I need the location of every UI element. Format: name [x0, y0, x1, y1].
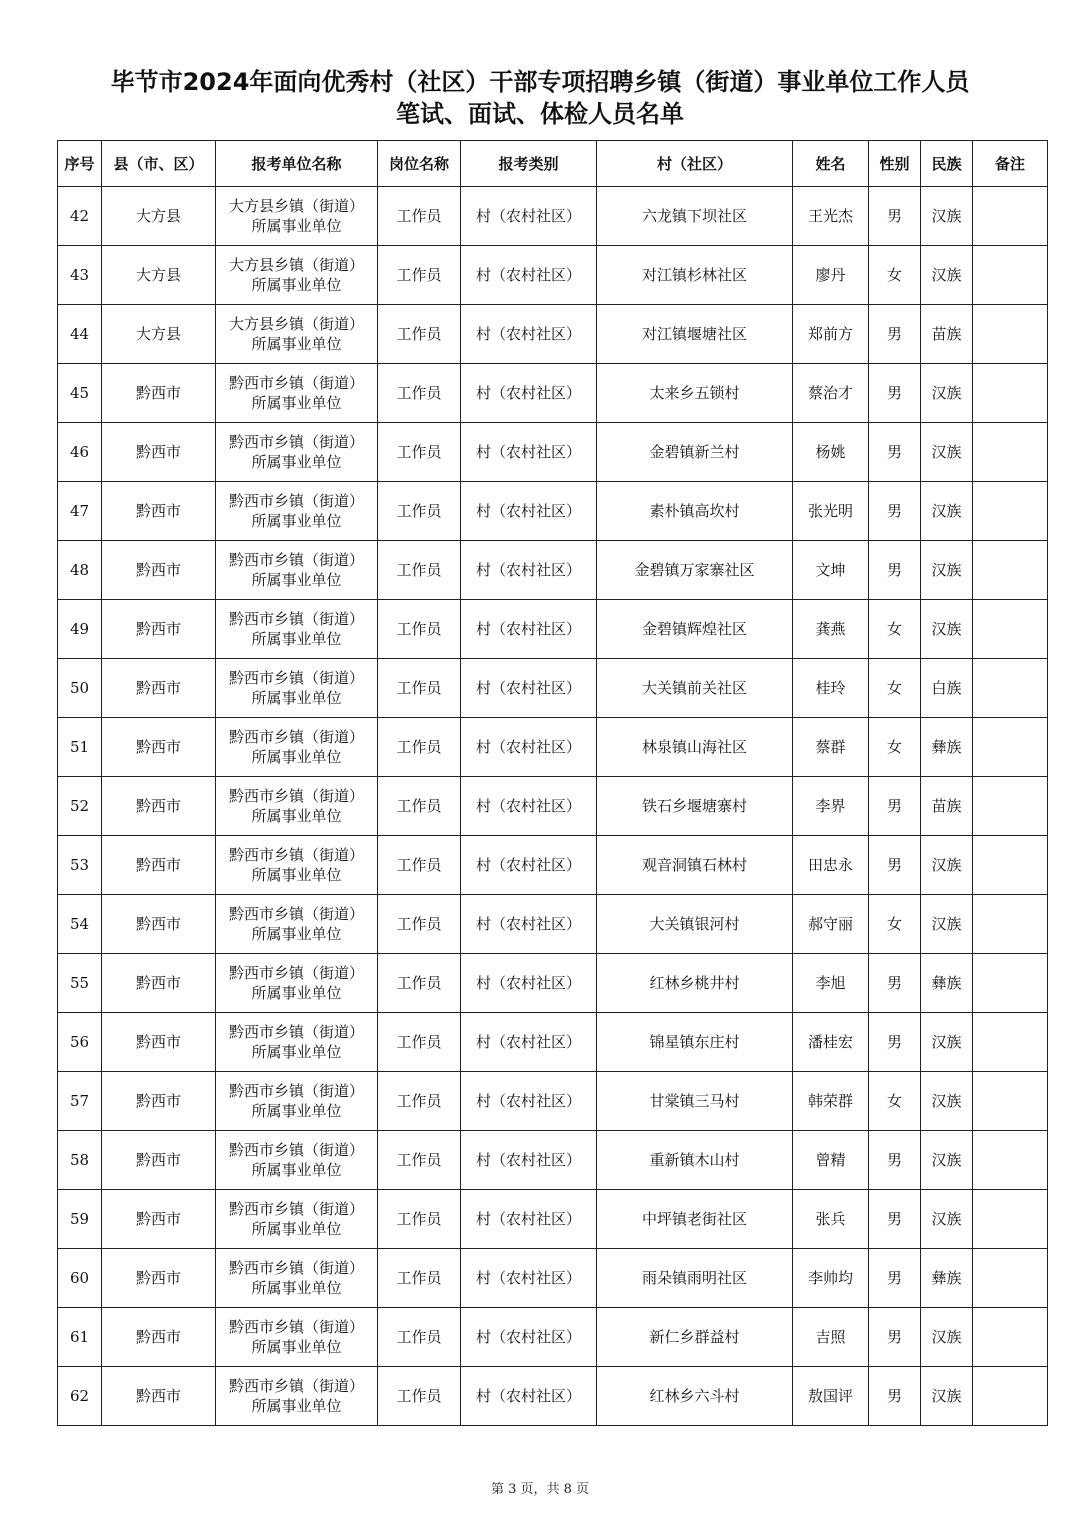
header-county: 县（市、区）	[102, 141, 216, 187]
cell-gender: 男	[869, 423, 921, 482]
cell-ethnicity: 汉族	[921, 1131, 973, 1190]
cell-ethnicity: 苗族	[921, 777, 973, 836]
cell-ethnicity: 汉族	[921, 1072, 973, 1131]
cell-no: 62	[58, 1367, 102, 1426]
unit-line-2: 所属事业单位	[251, 335, 342, 353]
unit-line-1: 大方县乡镇（街道）	[228, 315, 364, 333]
cell-village: 观音洞镇石林村	[597, 836, 793, 895]
cell-no: 50	[58, 659, 102, 718]
unit-line-1: 黔西市乡镇（街道）	[228, 1023, 364, 1041]
cell-name: 郑前方	[793, 305, 869, 364]
header-name: 姓名	[793, 141, 869, 187]
cell-post: 工作员	[378, 1013, 461, 1072]
cell-post: 工作员	[378, 895, 461, 954]
table-row	[58, 1308, 1048, 1367]
cell-ethnicity: 汉族	[921, 246, 973, 305]
cell-category: 村（农村社区）	[461, 364, 597, 423]
cell-county: 黔西市	[102, 1013, 216, 1072]
cell-name: 韩荣群	[793, 1072, 869, 1131]
cell-unit	[216, 187, 378, 246]
unit-line-1: 黔西市乡镇（街道）	[228, 1082, 364, 1100]
cell-no: 54	[58, 895, 102, 954]
cell-county: 黔西市	[102, 836, 216, 895]
cell-note	[973, 246, 1048, 305]
cell-no: 47	[58, 482, 102, 541]
cell-gender: 男	[869, 954, 921, 1013]
cell-village: 红林乡桃井村	[597, 954, 793, 1013]
cell-post: 工作员	[378, 600, 461, 659]
cell-category: 村（农村社区）	[461, 246, 597, 305]
cell-gender: 男	[869, 1190, 921, 1249]
cell-note	[973, 1072, 1048, 1131]
cell-county: 黔西市	[102, 600, 216, 659]
cell-category: 村（农村社区）	[461, 1308, 597, 1367]
cell-county: 黔西市	[102, 364, 216, 423]
cell-unit	[216, 895, 378, 954]
unit-line-1: 黔西市乡镇（街道）	[228, 1318, 364, 1336]
cell-village: 雨朵镇雨明社区	[597, 1249, 793, 1308]
cell-gender: 男	[869, 187, 921, 246]
cell-note	[973, 305, 1048, 364]
cell-gender: 男	[869, 482, 921, 541]
cell-name: 王光杰	[793, 187, 869, 246]
cell-unit	[216, 600, 378, 659]
unit-line-1: 黔西市乡镇（街道）	[228, 905, 364, 923]
unit-line-1: 黔西市乡镇（街道）	[228, 433, 364, 451]
unit-line-1: 黔西市乡镇（街道）	[228, 787, 364, 805]
cell-village: 红林乡六斗村	[597, 1367, 793, 1426]
cell-post: 工作员	[378, 541, 461, 600]
cell-note	[973, 659, 1048, 718]
cell-ethnicity: 汉族	[921, 895, 973, 954]
cell-name: 廖丹	[793, 246, 869, 305]
unit-line-2: 所属事业单位	[251, 276, 342, 294]
unit-line-2: 所属事业单位	[251, 689, 342, 707]
cell-category: 村（农村社区）	[461, 1013, 597, 1072]
cell-post: 工作员	[378, 718, 461, 777]
cell-gender: 女	[869, 600, 921, 659]
cell-no: 61	[58, 1308, 102, 1367]
cell-unit	[216, 1072, 378, 1131]
cell-county: 黔西市	[102, 895, 216, 954]
cell-county: 黔西市	[102, 1308, 216, 1367]
cell-note	[973, 836, 1048, 895]
header-category: 报考类别	[461, 141, 597, 187]
cell-county: 大方县	[102, 305, 216, 364]
cell-category: 村（农村社区）	[461, 954, 597, 1013]
unit-line-2: 所属事业单位	[251, 925, 342, 943]
unit-line-1: 大方县乡镇（街道）	[228, 256, 364, 274]
unit-line-2: 所属事业单位	[251, 1338, 342, 1356]
cell-village: 新仁乡群益村	[597, 1308, 793, 1367]
unit-line-2: 所属事业单位	[251, 1102, 342, 1120]
table-row	[58, 895, 1048, 954]
cell-gender: 女	[869, 1072, 921, 1131]
cell-village: 对江镇堰塘社区	[597, 305, 793, 364]
cell-category: 村（农村社区）	[461, 600, 597, 659]
cell-village: 中坪镇老街社区	[597, 1190, 793, 1249]
title-line-2: 笔试、面试、体检人员名单	[396, 100, 684, 128]
table-header-row	[58, 141, 1048, 187]
table-row	[58, 305, 1048, 364]
cell-category: 村（农村社区）	[461, 718, 597, 777]
cell-category: 村（农村社区）	[461, 895, 597, 954]
cell-unit	[216, 1367, 378, 1426]
cell-ethnicity: 汉族	[921, 187, 973, 246]
cell-village: 锦星镇东庄村	[597, 1013, 793, 1072]
cell-name: 郝守丽	[793, 895, 869, 954]
cell-note	[973, 1249, 1048, 1308]
cell-gender: 女	[869, 246, 921, 305]
cell-unit	[216, 482, 378, 541]
cell-name: 蔡治才	[793, 364, 869, 423]
cell-unit	[216, 305, 378, 364]
unit-line-2: 所属事业单位	[251, 1279, 342, 1297]
cell-ethnicity: 汉族	[921, 1013, 973, 1072]
unit-line-2: 所属事业单位	[251, 571, 342, 589]
cell-village: 重新镇木山村	[597, 1131, 793, 1190]
cell-ethnicity: 汉族	[921, 1367, 973, 1426]
cell-village: 对江镇杉林社区	[597, 246, 793, 305]
unit-line-1: 黔西市乡镇（街道）	[228, 1141, 364, 1159]
cell-village: 金碧镇万家寨社区	[597, 541, 793, 600]
cell-county: 黔西市	[102, 1249, 216, 1308]
cell-name: 田忠永	[793, 836, 869, 895]
unit-line-2: 所属事业单位	[251, 807, 342, 825]
cell-ethnicity: 汉族	[921, 423, 973, 482]
cell-post: 工作员	[378, 777, 461, 836]
unit-line-1: 黔西市乡镇（街道）	[228, 1200, 364, 1218]
cell-unit	[216, 246, 378, 305]
table-row	[58, 1131, 1048, 1190]
cell-gender: 女	[869, 718, 921, 777]
cell-no: 44	[58, 305, 102, 364]
cell-county: 大方县	[102, 246, 216, 305]
cell-post: 工作员	[378, 836, 461, 895]
cell-ethnicity: 汉族	[921, 1308, 973, 1367]
cell-post: 工作员	[378, 305, 461, 364]
cell-name: 潘桂宏	[793, 1013, 869, 1072]
cell-county: 黔西市	[102, 1131, 216, 1190]
unit-line-1: 黔西市乡镇（街道）	[228, 551, 364, 569]
cell-no: 42	[58, 187, 102, 246]
unit-line-1: 黔西市乡镇（街道）	[228, 374, 364, 392]
cell-village: 金碧镇辉煌社区	[597, 600, 793, 659]
header-village: 村（社区）	[597, 141, 793, 187]
cell-ethnicity: 汉族	[921, 364, 973, 423]
cell-unit	[216, 836, 378, 895]
table-row	[58, 1190, 1048, 1249]
cell-gender: 男	[869, 305, 921, 364]
cell-county: 黔西市	[102, 541, 216, 600]
cell-county: 黔西市	[102, 659, 216, 718]
cell-post: 工作员	[378, 1367, 461, 1426]
cell-post: 工作员	[378, 246, 461, 305]
cell-ethnicity: 苗族	[921, 305, 973, 364]
cell-village: 林泉镇山海社区	[597, 718, 793, 777]
cell-village: 大关镇前关社区	[597, 659, 793, 718]
cell-post: 工作员	[378, 423, 461, 482]
cell-name: 桂玲	[793, 659, 869, 718]
table-row	[58, 364, 1048, 423]
cell-category: 村（农村社区）	[461, 1190, 597, 1249]
cell-gender: 男	[869, 836, 921, 895]
unit-line-2: 所属事业单位	[251, 630, 342, 648]
cell-gender: 男	[869, 1308, 921, 1367]
cell-name: 文坤	[793, 541, 869, 600]
table-row	[58, 482, 1048, 541]
table-row	[58, 777, 1048, 836]
cell-no: 43	[58, 246, 102, 305]
cell-village: 金碧镇新兰村	[597, 423, 793, 482]
unit-line-1: 黔西市乡镇（街道）	[228, 1377, 364, 1395]
cell-note	[973, 187, 1048, 246]
cell-ethnicity: 汉族	[921, 836, 973, 895]
cell-county: 大方县	[102, 187, 216, 246]
cell-note	[973, 541, 1048, 600]
cell-ethnicity: 汉族	[921, 1190, 973, 1249]
cell-no: 56	[58, 1013, 102, 1072]
cell-name: 曾精	[793, 1131, 869, 1190]
cell-post: 工作员	[378, 1131, 461, 1190]
cell-unit	[216, 954, 378, 1013]
cell-name: 杨姚	[793, 423, 869, 482]
header-no: 序号	[58, 141, 102, 187]
cell-post: 工作员	[378, 364, 461, 423]
page-number: 第 3 页，共 8 页	[490, 1482, 590, 1497]
cell-note	[973, 1131, 1048, 1190]
cell-unit	[216, 659, 378, 718]
table-row	[58, 954, 1048, 1013]
cell-post: 工作员	[378, 659, 461, 718]
cell-post: 工作员	[378, 187, 461, 246]
unit-line-1: 大方县乡镇（街道）	[228, 197, 364, 215]
table-row	[58, 1249, 1048, 1308]
table-row	[58, 659, 1048, 718]
cell-gender: 男	[869, 364, 921, 423]
cell-name: 李界	[793, 777, 869, 836]
table-row	[58, 1072, 1048, 1131]
cell-note	[973, 1367, 1048, 1426]
title-line-1: 毕节市2024年面向优秀村（社区）干部专项招聘乡镇（街道）事业单位工作人员	[110, 68, 970, 96]
table-body	[58, 187, 1048, 1426]
cell-post: 工作员	[378, 1249, 461, 1308]
cell-category: 村（农村社区）	[461, 305, 597, 364]
cell-unit	[216, 1249, 378, 1308]
table-row	[58, 1013, 1048, 1072]
cell-note	[973, 1190, 1048, 1249]
cell-no: 59	[58, 1190, 102, 1249]
cell-note	[973, 954, 1048, 1013]
cell-note	[973, 718, 1048, 777]
cell-ethnicity: 汉族	[921, 600, 973, 659]
cell-name: 吉照	[793, 1308, 869, 1367]
cell-gender: 男	[869, 1131, 921, 1190]
header-unit: 报考单位名称	[216, 141, 378, 187]
unit-line-2: 所属事业单位	[251, 394, 342, 412]
cell-gender: 男	[869, 1013, 921, 1072]
unit-line-2: 所属事业单位	[251, 1397, 342, 1415]
cell-ethnicity: 彝族	[921, 718, 973, 777]
cell-post: 工作员	[378, 1190, 461, 1249]
cell-category: 村（农村社区）	[461, 187, 597, 246]
cell-county: 黔西市	[102, 423, 216, 482]
table-row	[58, 541, 1048, 600]
cell-name: 龚燕	[793, 600, 869, 659]
cell-county: 黔西市	[102, 482, 216, 541]
cell-post: 工作员	[378, 1308, 461, 1367]
cell-gender: 男	[869, 777, 921, 836]
cell-name: 李帅均	[793, 1249, 869, 1308]
cell-unit	[216, 1308, 378, 1367]
cell-county: 黔西市	[102, 954, 216, 1013]
unit-line-1: 黔西市乡镇（街道）	[228, 492, 364, 510]
cell-category: 村（农村社区）	[461, 836, 597, 895]
cell-gender: 男	[869, 1249, 921, 1308]
header-gender: 性别	[869, 141, 921, 187]
cell-no: 60	[58, 1249, 102, 1308]
cell-no: 52	[58, 777, 102, 836]
cell-name: 张光明	[793, 482, 869, 541]
cell-county: 黔西市	[102, 1190, 216, 1249]
cell-category: 村（农村社区）	[461, 659, 597, 718]
unit-line-2: 所属事业单位	[251, 1161, 342, 1179]
unit-line-2: 所属事业单位	[251, 1220, 342, 1238]
cell-village: 太来乡五锁村	[597, 364, 793, 423]
cell-gender: 女	[869, 895, 921, 954]
cell-unit	[216, 777, 378, 836]
cell-category: 村（农村社区）	[461, 1131, 597, 1190]
unit-line-2: 所属事业单位	[251, 984, 342, 1002]
document-title	[0, 66, 1080, 130]
unit-line-1: 黔西市乡镇（街道）	[228, 1259, 364, 1277]
cell-no: 57	[58, 1072, 102, 1131]
cell-no: 55	[58, 954, 102, 1013]
cell-name: 敖国评	[793, 1367, 869, 1426]
table-row	[58, 836, 1048, 895]
cell-ethnicity: 彝族	[921, 954, 973, 1013]
cell-no: 49	[58, 600, 102, 659]
cell-gender: 女	[869, 659, 921, 718]
cell-ethnicity: 汉族	[921, 541, 973, 600]
cell-category: 村（农村社区）	[461, 1249, 597, 1308]
table-row	[58, 1367, 1048, 1426]
cell-note	[973, 600, 1048, 659]
cell-note	[973, 1013, 1048, 1072]
cell-category: 村（农村社区）	[461, 1072, 597, 1131]
cell-unit	[216, 718, 378, 777]
table-row	[58, 600, 1048, 659]
cell-note	[973, 777, 1048, 836]
cell-unit	[216, 364, 378, 423]
unit-line-2: 所属事业单位	[251, 453, 342, 471]
unit-line-1: 黔西市乡镇（街道）	[228, 610, 364, 628]
cell-county: 黔西市	[102, 777, 216, 836]
cell-category: 村（农村社区）	[461, 1367, 597, 1426]
cell-post: 工作员	[378, 482, 461, 541]
cell-unit	[216, 1190, 378, 1249]
cell-name: 张兵	[793, 1190, 869, 1249]
unit-line-1: 黔西市乡镇（街道）	[228, 728, 364, 746]
unit-line-2: 所属事业单位	[251, 217, 342, 235]
cell-unit	[216, 541, 378, 600]
unit-line-1: 黔西市乡镇（街道）	[228, 846, 364, 864]
cell-ethnicity: 白族	[921, 659, 973, 718]
cell-county: 黔西市	[102, 1072, 216, 1131]
cell-no: 46	[58, 423, 102, 482]
cell-village: 素朴镇高坎村	[597, 482, 793, 541]
cell-no: 53	[58, 836, 102, 895]
header-note: 备注	[973, 141, 1048, 187]
unit-line-2: 所属事业单位	[251, 866, 342, 884]
unit-line-2: 所属事业单位	[251, 748, 342, 766]
cell-unit	[216, 423, 378, 482]
cell-village: 六龙镇下坝社区	[597, 187, 793, 246]
cell-note	[973, 423, 1048, 482]
cell-gender: 男	[869, 1367, 921, 1426]
cell-category: 村（农村社区）	[461, 541, 597, 600]
cell-note	[973, 895, 1048, 954]
cell-village: 铁石乡堰塘寨村	[597, 777, 793, 836]
cell-name: 蔡群	[793, 718, 869, 777]
cell-county: 黔西市	[102, 1367, 216, 1426]
header-ethnicity: 民族	[921, 141, 973, 187]
cell-county: 黔西市	[102, 718, 216, 777]
cell-name: 李旭	[793, 954, 869, 1013]
cell-no: 51	[58, 718, 102, 777]
cell-village: 甘棠镇三马村	[597, 1072, 793, 1131]
unit-line-2: 所属事业单位	[251, 1043, 342, 1061]
cell-unit	[216, 1013, 378, 1072]
cell-unit	[216, 1131, 378, 1190]
unit-line-1: 黔西市乡镇（街道）	[228, 964, 364, 982]
roster-table	[57, 140, 1048, 1426]
cell-post: 工作员	[378, 1072, 461, 1131]
cell-category: 村（农村社区）	[461, 777, 597, 836]
cell-ethnicity: 汉族	[921, 482, 973, 541]
table-row	[58, 718, 1048, 777]
cell-no: 58	[58, 1131, 102, 1190]
cell-village: 大关镇银河村	[597, 895, 793, 954]
cell-note	[973, 482, 1048, 541]
cell-category: 村（农村社区）	[461, 482, 597, 541]
cell-note	[973, 1308, 1048, 1367]
unit-line-2: 所属事业单位	[251, 512, 342, 530]
table-row	[58, 187, 1048, 246]
table-row	[58, 246, 1048, 305]
header-post: 岗位名称	[378, 141, 461, 187]
cell-ethnicity: 彝族	[921, 1249, 973, 1308]
cell-no: 45	[58, 364, 102, 423]
cell-no: 48	[58, 541, 102, 600]
cell-note	[973, 364, 1048, 423]
cell-gender: 男	[869, 541, 921, 600]
cell-post: 工作员	[378, 954, 461, 1013]
unit-line-1: 黔西市乡镇（街道）	[228, 669, 364, 687]
cell-category: 村（农村社区）	[461, 423, 597, 482]
table-row	[58, 423, 1048, 482]
